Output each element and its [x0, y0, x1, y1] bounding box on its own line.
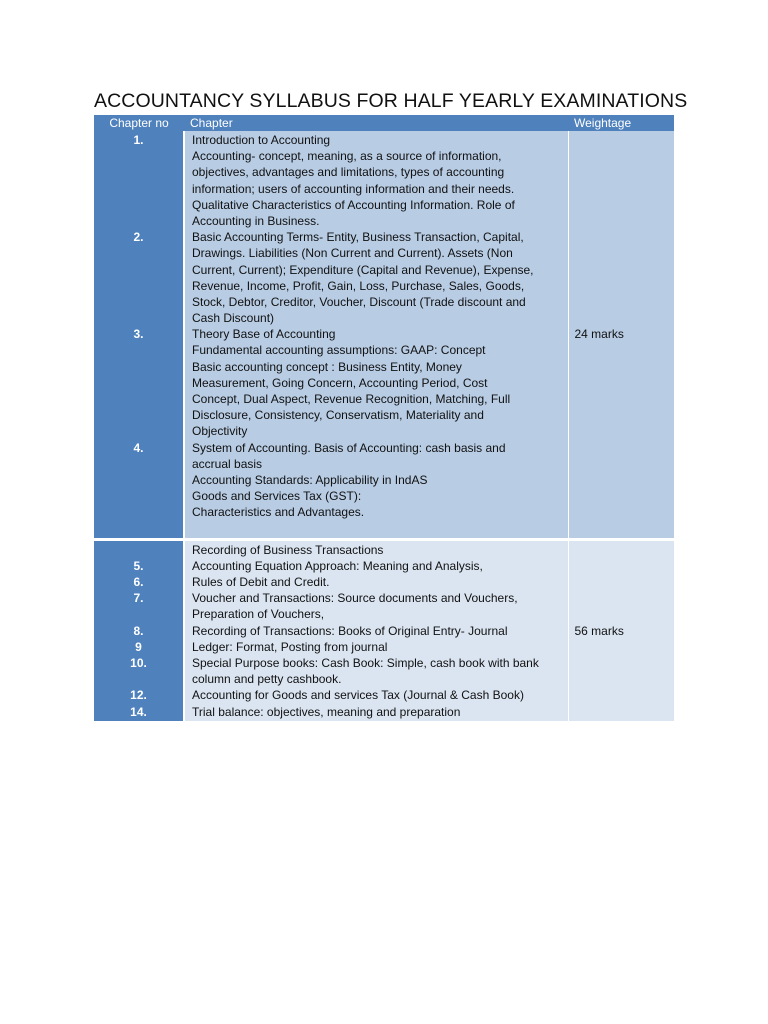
chapter-number: 7. [133, 591, 144, 606]
chapter-line: Basic Accounting Terms- Entity, Business Transaction, Capital, [192, 230, 524, 245]
table-header-row [94, 115, 674, 131]
chapter-line: Accounting Equation Approach: Meaning and Analysis, [192, 558, 483, 573]
table-row [94, 541, 674, 721]
chapter-number [95, 310, 182, 326]
chapter-numbers-cell [94, 131, 184, 538]
chapter-number: 9 [135, 639, 142, 654]
chapter-number [95, 262, 182, 278]
chapter-line: Theory Base of Accounting [192, 327, 336, 342]
chapter-number: 2. [133, 230, 144, 245]
chapter-number [95, 164, 182, 180]
weightage-cell: 56 marks [568, 541, 674, 721]
chapter-number [95, 504, 182, 520]
chapter-content-cell [184, 131, 568, 538]
syllabus-table [94, 115, 674, 721]
chapter-number [95, 456, 182, 472]
chapter-number [95, 181, 182, 197]
chapter-number: 6. [133, 575, 144, 590]
chapter-line: Rules of Debit and Credit. [192, 575, 330, 590]
chapter-line: Concept, Dual Aspect, Revenue Recognition, Matching, Full [192, 392, 511, 406]
chapter-number: 12. [130, 688, 147, 703]
chapter-line: Recording of Transactions: Books of Original Entry- Journal [192, 623, 508, 638]
header-weightage: Weightage [568, 115, 674, 131]
chapter-line: Objectivity [192, 424, 248, 439]
chapter-line: Special Purpose books: Cash Book: Simple, cash book with bank [192, 656, 539, 670]
chapter-line: Accounting in Business. [192, 213, 320, 228]
chapter-number: 14. [130, 704, 147, 719]
chapter-number [95, 197, 182, 213]
chapter-number [95, 391, 182, 407]
chapter-line: Voucher and Transactions: Source documents and Vouchers, [192, 591, 518, 606]
chapter-line: Disclosure, Consistency, Conservatism, Materiality and [192, 408, 484, 423]
chapter-line: Revenue, Income, Profit, Gain, Loss, Purchase, Sales, Goods, [192, 278, 525, 293]
chapter-number [95, 671, 182, 687]
chapter-line: Drawings. Liabilities (Non Current and Current). Assets (Non [192, 246, 513, 261]
chapter-number: 5. [133, 558, 144, 573]
chapter-number [95, 375, 182, 391]
chapter-line: Goods and Services Tax (GST): [192, 489, 362, 504]
weightage-cell: 24 marks [568, 131, 674, 538]
chapter-number [95, 606, 182, 622]
chapter-line: Accounting for Goods and services Tax (Journal & Cash Book) [192, 688, 524, 703]
chapter-number [95, 245, 182, 261]
chapter-number [95, 407, 182, 423]
chapter-content-cell [184, 541, 568, 721]
chapter-number [95, 359, 182, 375]
chapter-number: 8. [133, 623, 144, 638]
chapter-line: Qualitative Characteristics of Accounting Information. Role of [192, 197, 515, 212]
chapter-number: 4. [133, 440, 144, 455]
chapter-line: Preparation of Vouchers, [192, 607, 325, 622]
chapter-number [95, 148, 182, 164]
chapter-number [95, 294, 182, 310]
chapter-line: System of Accounting. Basis of Accounting: cash basis and [192, 440, 506, 455]
chapter-line: Introduction to Accounting [192, 133, 331, 147]
chapter-number: 10. [130, 656, 147, 670]
header-chapter: Chapter [184, 115, 568, 131]
chapter-line: Current, Current); Expenditure (Capital and Revenue), Expense, [192, 262, 534, 277]
chapter-number [95, 472, 182, 488]
chapter-line: Recording of Business Transactions [192, 542, 384, 557]
chapter-line: column and petty cashbook. [192, 672, 342, 687]
chapter-line: Fundamental accounting assumptions: GAAP: Concept [192, 343, 486, 358]
chapter-line: Stock, Debtor, Creditor, Voucher, Discount (Trade discount and [192, 294, 526, 309]
chapter-number [95, 488, 182, 504]
chapter-line: Characteristics and Advantages. [192, 505, 365, 520]
chapter-line: accrual basis [192, 456, 263, 471]
chapter-number [95, 423, 182, 439]
chapter-line: Measurement, Going Concern, Accounting Period, Cost [192, 375, 488, 390]
chapter-number [95, 278, 182, 294]
chapter-numbers-cell [94, 541, 184, 721]
page-title: ACCOUNTANCY SYLLABUS FOR HALF YEARLY EXAMINATIONS [94, 90, 688, 112]
chapter-line: Basic accounting concept : Business Entity, Money [192, 359, 462, 374]
chapter-line [192, 521, 562, 537]
chapter-number [95, 542, 182, 558]
header-chapter-no: Chapter no [94, 115, 184, 131]
chapter-number [95, 342, 182, 358]
chapter-number [95, 521, 182, 537]
chapter-number: 1. [133, 133, 144, 147]
chapter-line: Ledger: Format, Posting from journal [192, 639, 388, 654]
chapter-line: objectives, advantages and limitations, types of accounting [192, 165, 505, 180]
chapter-line: Trial balance: objectives, meaning and preparation [192, 704, 461, 719]
chapter-number: 3. [133, 327, 144, 342]
chapter-line: Accounting- concept, meaning, as a source of information, [192, 149, 502, 164]
chapter-line: information; users of accounting information and their needs. [192, 181, 515, 196]
table-row [94, 131, 674, 538]
chapter-line: Accounting Standards: Applicability in IndAS [192, 472, 428, 487]
chapter-number [95, 213, 182, 229]
chapter-line: Cash Discount) [192, 311, 275, 326]
